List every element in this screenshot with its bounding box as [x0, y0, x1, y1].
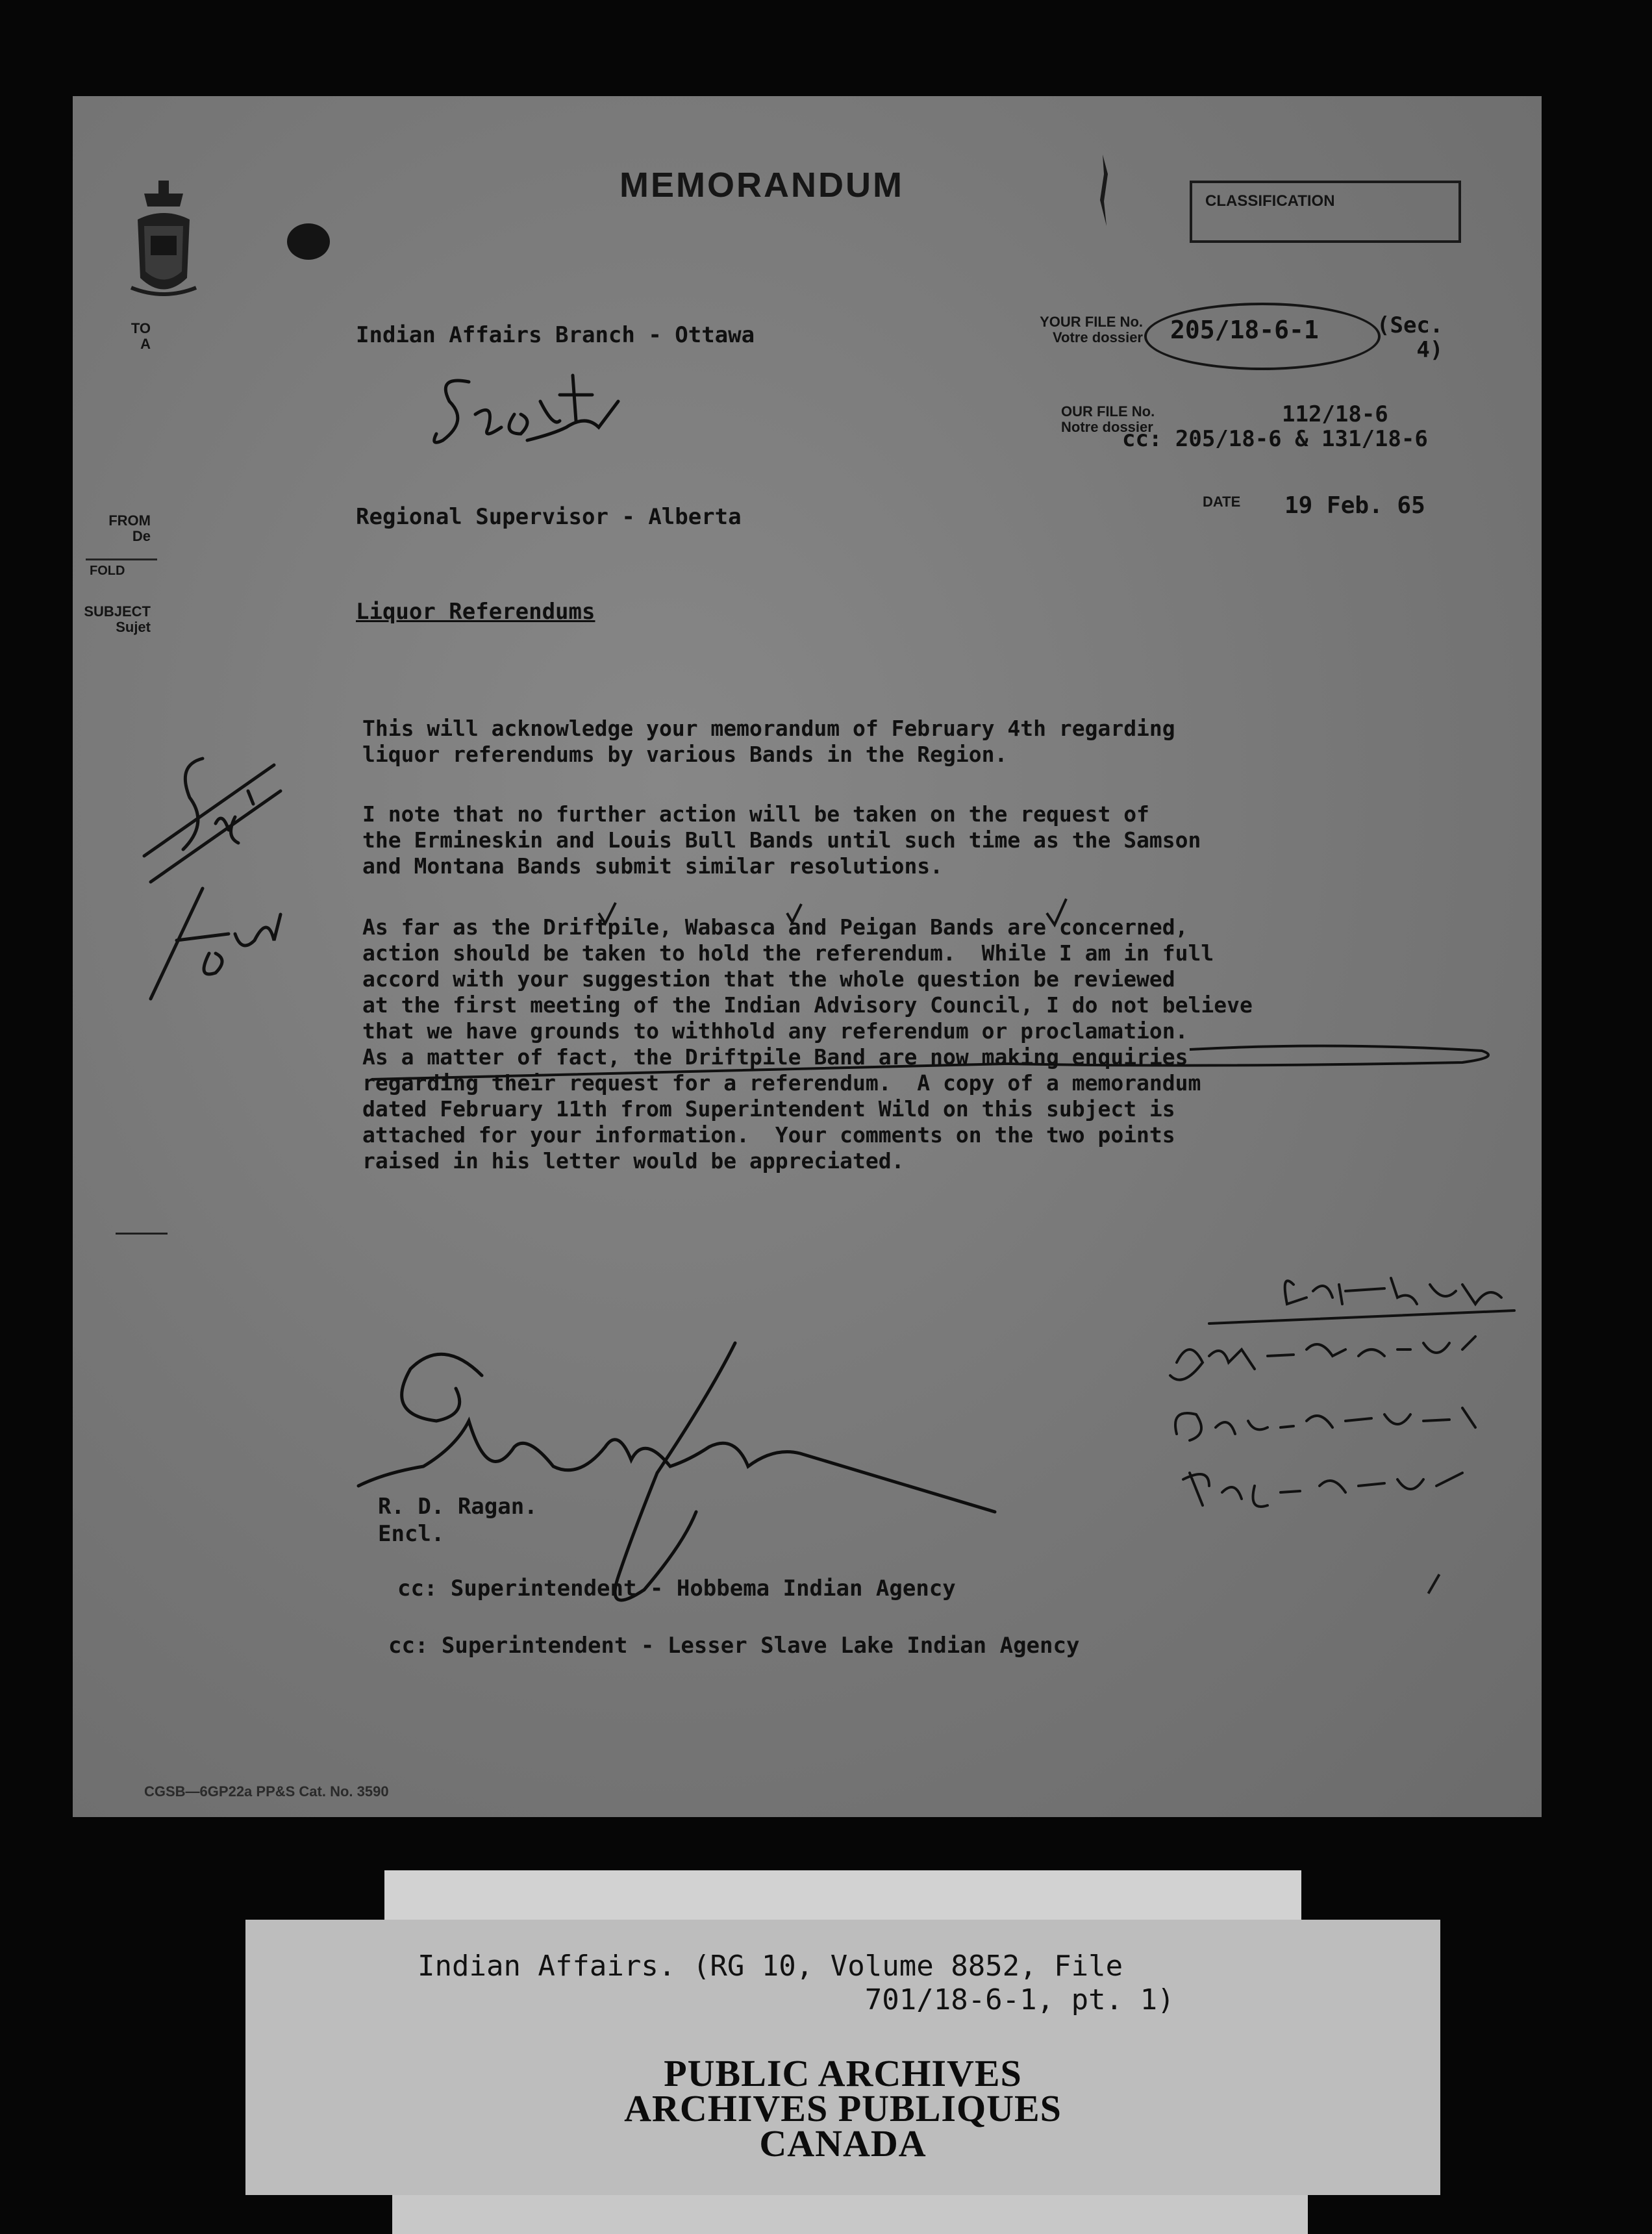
pen-mark-icon: [1091, 155, 1117, 232]
coat-of-arms-icon: [125, 181, 203, 304]
to-value: Indian Affairs Branch - Ottawa: [356, 322, 755, 348]
our-file-value: 112/18-6: [1282, 401, 1388, 427]
classification-label: CLASSIFICATION: [1205, 192, 1335, 210]
punch-hole: [287, 223, 330, 260]
archive-stamp: [245, 2052, 1440, 2165]
handwritten-underline: [358, 1031, 1508, 1109]
check-marks-icon: [592, 894, 1112, 933]
archive-stamp-line-3: CANADA: [759, 2122, 927, 2165]
cc-file-numbers: cc: 205/18-6 & 131/18-6: [1122, 426, 1428, 452]
fold-label: FOLD: [90, 564, 125, 578]
to-label: TO A: [131, 320, 151, 352]
your-file-value: 205/18-6-1: [1170, 316, 1319, 344]
subject-label: SUBJECT Sujet: [84, 603, 151, 635]
archive-card: [245, 1920, 1440, 2195]
fold-line: [86, 558, 157, 560]
from-label: FROM De: [108, 512, 151, 544]
handwritten-scott-initials: [423, 362, 631, 460]
date-value: 19 Feb. 65: [1284, 492, 1425, 519]
cc-line-1: cc: Superintendent - Hobbema Indian Agency: [397, 1575, 956, 1601]
archive-card-bottom-tab: [392, 2191, 1308, 2234]
archive-reference: Indian Affairs. (RG 10, Volume 8852, File 701/18-6-1, pt. 1): [418, 1950, 1175, 2016]
signature: [345, 1317, 1027, 1668]
archive-stamp-line-2: ARCHIVES PUBLIQUES: [624, 2087, 1062, 2129]
body-paragraph-3: As far as the Driftpile, Wabasca and Peigan Bands are concerned, action should be taken to hold the referendum. While I am in full accord with your suggestion that the whole question be reviewed at the first meeting of the Indian Advisory Council, I do not believe that we have grounds to withhold any referendum or proclamation. As a matter of fact, the Driftpile Band are now making enquiries regarding their request for a referendum. A copy of a memorandum dated February 11th from Superintendent Wild on this subject is attached for your information. Your comments on the two points raised in his letter would be appreciated.: [362, 914, 1253, 1173]
classification-box: [1190, 181, 1461, 243]
margin-dash: [116, 1233, 168, 1235]
archive-stamp-line-1: PUBLIC ARCHIVES: [664, 2052, 1022, 2094]
enclosure-note: Encl.: [378, 1521, 445, 1547]
your-file-section: (Sec. 4): [1377, 312, 1444, 363]
memo-title: MEMORANDUM: [620, 166, 904, 205]
cc-line-2: cc: Superintendent - Lesser Slave Lake Indian Agency: [388, 1633, 1080, 1659]
date-label: DATE: [1203, 494, 1241, 510]
our-file-label: OUR FILE No. Notre dossier: [1061, 403, 1155, 435]
margin-note-sec1-to-note: [125, 746, 307, 1096]
signer-name: R. D. Ragan.: [378, 1494, 538, 1520]
form-code: CGSB—6GP22a PP&S Cat. No. 3590: [144, 1783, 389, 1800]
body-paragraph-2: I note that no further action will be taken on the request of the Ermineskin and Louis Bull Bands until such time as the Samson and Montana Bands submit similar resolutions.: [362, 801, 1201, 879]
subject-value: Liquor Referendums: [356, 599, 595, 625]
your-file-label: YOUR FILE No. Votre dossier: [1040, 314, 1143, 345]
body-paragraph-1: This will acknowledge your memorandum of February 4th regarding liquor referendums by various Bands in the Region.: [362, 716, 1175, 767]
from-value: Regional Supervisor - Alberta: [356, 504, 742, 530]
handwritten-release-notes: [1112, 1265, 1527, 1590]
memo-sheet: [73, 96, 1542, 1817]
